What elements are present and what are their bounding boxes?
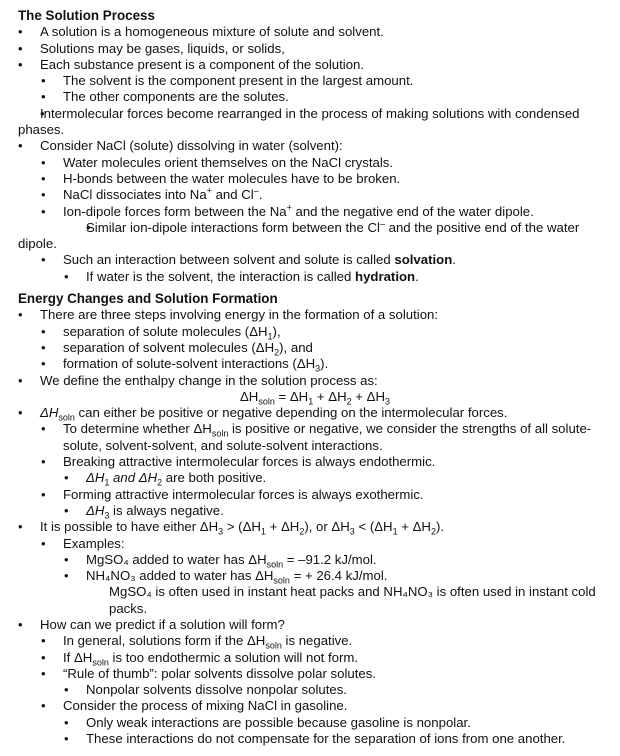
sub-bullet bbox=[18, 89, 612, 105]
bullet bbox=[18, 41, 612, 57]
bullet: • It is possible to have either $\Delta H_3 > (\Delta H_1 + \Delta H_2)$, or $\Delta H_3 < (\Delta H_1 + \Delta H_2)$. bbox=[18, 519, 612, 535]
sub-sub-bullet: • Only weak interactions are possible because gasoline is nonpolar. bbox=[18, 715, 612, 731]
sub-sub-bullet: • These interactions do not compensate for the separation of ions from one another. bbox=[18, 731, 612, 747]
sub-bullet: • Such an interaction between solvent and solute is called solvation. bbox=[18, 252, 612, 268]
sub-bullet: • Breaking attractive intermolecular forces is always endothermic. bbox=[18, 454, 612, 470]
sub-sub-bullet: • If water is the solvent, the interaction is called hydration. bbox=[18, 269, 612, 285]
section-heading-solution-process: The Solution Process bbox=[18, 8, 155, 23]
sub-bullet bbox=[18, 171, 612, 187]
bullet-text: The other components are the solutes. bbox=[63, 89, 289, 105]
bullet bbox=[18, 57, 612, 73]
bullet bbox=[18, 106, 612, 139]
bullet-text: Solutions may be gases, liquids, or solids, bbox=[40, 40, 285, 56]
sub-sub-bullet: • NH₄NO₃ added to water has $\Delta H_{soln}$ = + 26.4 kJ/mol. bbox=[18, 568, 612, 584]
bullet-text: Each substance present is a component of the solution. bbox=[40, 56, 365, 72]
sub-sub-sub-bullet: • MgSO₄ is often used in instant heat packs and NH₄NO₃ is often used in instant cold packs. bbox=[18, 584, 612, 617]
sub-bullet: • NaCl dissociates into Na+ and Cl–. bbox=[18, 187, 612, 203]
sub-bullet: • Examples: bbox=[18, 536, 612, 552]
sub-sub-bullet: • Nonpolar solvents dissolve nonpolar solutes. bbox=[18, 682, 612, 698]
sub-bullet: • Consider the process of mixing NaCl in gasoline. bbox=[18, 698, 612, 714]
bullet-text: A solution is a homogeneous mixture of solute and solvent. bbox=[40, 24, 384, 40]
bullet-text: Intermolecular forces become rearranged in the process of making solutions with condensed phases. bbox=[18, 105, 580, 138]
bullet bbox=[18, 24, 612, 40]
bullet-text: Consider NaCl (solute) dissolving in water (solvent): bbox=[40, 138, 343, 154]
sub-bullet: • In general, solutions form if the $\Delta H_{soln}$ is negative. bbox=[18, 633, 612, 649]
bullet-text: H-bonds between the water molecules have to be broken. bbox=[63, 170, 401, 186]
sub-sub-bullet: • MgSO₄ added to water has $\Delta H_{soln} = -91.2$ kJ/mol. bbox=[18, 552, 612, 568]
bullet: • We define the enthalpy change in the solution process as: bbox=[18, 373, 612, 389]
sub-bullet: • To determine whether $\Delta H_{soln}$ is positive or negative, we consider the strengths of all solute-solute, solvent-solvent, and solute-solvent interactions. bbox=[18, 421, 612, 454]
sub-bullet bbox=[18, 73, 612, 89]
sub-bullet: • Ion-dipole forces form between the Na+ and the negative end of the water dipole. bbox=[18, 204, 612, 220]
enthalpy-equation: $\Delta H_{soln} = \Delta H_1 + \Delta H_2 + \Delta H_3$ bbox=[239, 388, 391, 407]
sub-bullet: • “Rule of thumb”: polar solvents dissolve polar solutes. bbox=[18, 666, 612, 682]
sub-bullet: • Forming attractive intermolecular forces is always exothermic. bbox=[18, 487, 612, 503]
sub-bullet: • separation of solvent molecules $(\Delta H_2)$, and bbox=[18, 340, 612, 356]
sub-bullet bbox=[18, 155, 612, 171]
sub-sub-bullet: • $\Delta H_1$ and $\Delta H_2$ are both positive. bbox=[18, 470, 612, 486]
sub-bullet: • separation of solute molecules $(\Delta H_1)$, bbox=[18, 324, 612, 340]
section-heading-energy-changes: Energy Changes and Solution Formation bbox=[18, 291, 278, 307]
bullet-text: The solvent is the component present in the largest amount. bbox=[63, 73, 414, 89]
bullet bbox=[18, 138, 612, 154]
bullet: • There are three steps involving energy in the formation of a solution: bbox=[18, 307, 612, 323]
sub-bullet: • If $\Delta H_{soln}$ is too endothermic a solution will not form. bbox=[18, 650, 612, 666]
bullet: • $\Delta H_{soln}$ can either be positive or negative depending on the intermolecular forces. bbox=[18, 405, 612, 421]
bullet-text: Water molecules orient themselves on the NaCl crystals. bbox=[63, 154, 394, 170]
sub-sub-bullet: • Similar ion-dipole interactions form between the Cl– and the positive end of the water dipole. bbox=[18, 220, 612, 253]
bullet: • How can we predict if a solution will form? bbox=[18, 617, 612, 633]
sub-bullet: • formation of solute-solvent interactions $(\Delta H_3)$. bbox=[18, 356, 612, 372]
sub-sub-bullet: • $\Delta H_3$ is always negative. bbox=[18, 503, 612, 519]
